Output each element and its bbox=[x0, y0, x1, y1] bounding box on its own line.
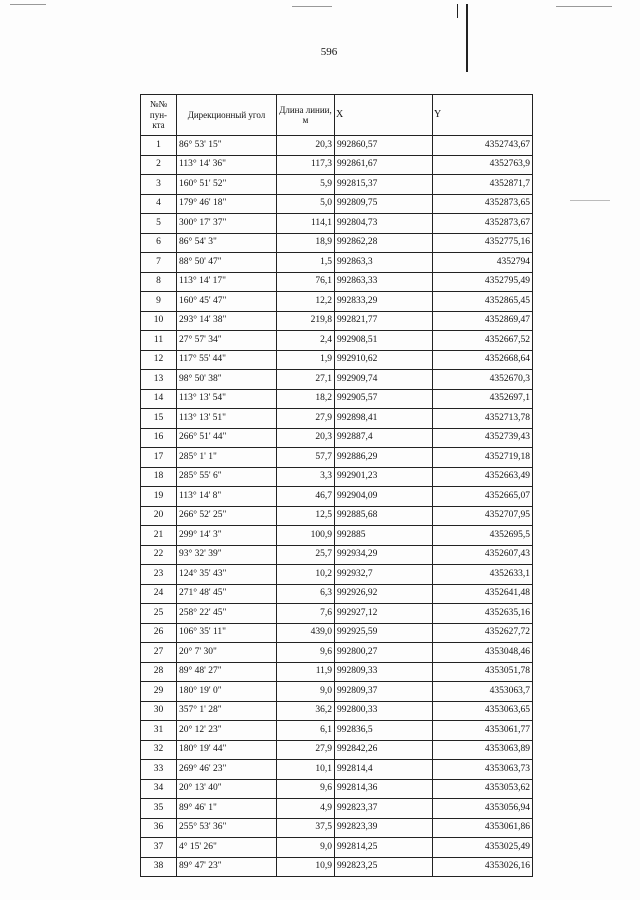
direction-angle-cell: 4° 15' 26" bbox=[177, 838, 277, 858]
direction-angle-cell: 124° 35' 43" bbox=[177, 565, 277, 585]
line-length-cell: 36,2 bbox=[277, 701, 335, 721]
line-length-cell: 117,3 bbox=[277, 155, 335, 175]
x-coordinate-cell: 992932,7 bbox=[335, 565, 433, 585]
line-length-cell: 10,9 bbox=[277, 857, 335, 877]
x-coordinate-cell: 992909,74 bbox=[335, 370, 433, 390]
table-row bbox=[141, 838, 533, 858]
x-coordinate-cell: 992823,37 bbox=[335, 799, 433, 819]
point-number-cell: 16 bbox=[141, 428, 177, 448]
table-row bbox=[141, 467, 533, 487]
line-length-cell: 4,9 bbox=[277, 799, 335, 819]
x-coordinate-cell: 992815,37 bbox=[335, 175, 433, 195]
line-length-cell: 219,8 bbox=[277, 311, 335, 331]
x-coordinate-cell: 992898,41 bbox=[335, 409, 433, 429]
direction-angle-cell: 180° 19' 0" bbox=[177, 682, 277, 702]
line-length-cell: 100,9 bbox=[277, 526, 335, 546]
x-coordinate-cell: 992885 bbox=[335, 526, 433, 546]
x-coordinate-cell: 992814,36 bbox=[335, 779, 433, 799]
y-coordinate-cell: 4352873,67 bbox=[433, 214, 533, 234]
x-coordinate-cell: 992821,77 bbox=[335, 311, 433, 331]
direction-angle-cell: 98° 50' 38" bbox=[177, 370, 277, 390]
table-row bbox=[141, 428, 533, 448]
x-coordinate-cell: 992809,33 bbox=[335, 662, 433, 682]
point-number-cell: 6 bbox=[141, 233, 177, 253]
line-length-cell: 57,7 bbox=[277, 448, 335, 468]
x-coordinate-cell: 992925,59 bbox=[335, 623, 433, 643]
y-coordinate-cell: 4352795,49 bbox=[433, 272, 533, 292]
direction-angle-cell: 179° 46' 18" bbox=[177, 194, 277, 214]
y-coordinate-cell: 4353063,89 bbox=[433, 740, 533, 760]
line-length-cell: 18,2 bbox=[277, 389, 335, 409]
y-coordinate-cell: 4352641,48 bbox=[433, 584, 533, 604]
direction-angle-cell: 88° 50' 47" bbox=[177, 253, 277, 273]
table-row bbox=[141, 214, 533, 234]
y-coordinate-cell: 4352763,9 bbox=[433, 155, 533, 175]
point-number-cell: 38 bbox=[141, 857, 177, 877]
direction-angle-cell: 300° 17' 37" bbox=[177, 214, 277, 234]
line-length-cell: 10,1 bbox=[277, 760, 335, 780]
x-coordinate-cell: 992863,33 bbox=[335, 272, 433, 292]
y-coordinate-cell: 4352719,18 bbox=[433, 448, 533, 468]
header-direction-angle: Дирекционный угол bbox=[177, 95, 277, 136]
point-number-cell: 3 bbox=[141, 175, 177, 195]
header-y: Y bbox=[433, 95, 533, 136]
point-number-cell: 13 bbox=[141, 370, 177, 390]
direction-angle-cell: 285° 1' 1" bbox=[177, 448, 277, 468]
table-row bbox=[141, 136, 533, 156]
point-number-cell: 36 bbox=[141, 818, 177, 838]
direction-angle-cell: 285° 55' 6" bbox=[177, 467, 277, 487]
point-number-cell: 15 bbox=[141, 409, 177, 429]
direction-angle-cell: 117° 55' 44" bbox=[177, 350, 277, 370]
y-coordinate-cell: 4353026,16 bbox=[433, 857, 533, 877]
line-length-cell: 114,1 bbox=[277, 214, 335, 234]
x-coordinate-cell: 992901,23 bbox=[335, 467, 433, 487]
y-coordinate-cell: 4353025,49 bbox=[433, 838, 533, 858]
x-coordinate-cell: 992814,4 bbox=[335, 760, 433, 780]
line-length-cell: 1,9 bbox=[277, 350, 335, 370]
direction-angle-cell: 271° 48' 45" bbox=[177, 584, 277, 604]
y-coordinate-cell: 4352707,95 bbox=[433, 506, 533, 526]
line-length-cell: 11,9 bbox=[277, 662, 335, 682]
line-length-cell: 37,5 bbox=[277, 818, 335, 838]
y-coordinate-cell: 4352873,65 bbox=[433, 194, 533, 214]
point-number-cell: 14 bbox=[141, 389, 177, 409]
direction-angle-cell: 269° 46' 23" bbox=[177, 760, 277, 780]
scan-mark bbox=[292, 6, 332, 7]
point-number-cell: 2 bbox=[141, 155, 177, 175]
table-row bbox=[141, 779, 533, 799]
table-row bbox=[141, 233, 533, 253]
x-coordinate-cell: 992904,09 bbox=[335, 487, 433, 507]
direction-angle-cell: 113° 13' 54" bbox=[177, 389, 277, 409]
direction-angle-cell: 106° 35' 11" bbox=[177, 623, 277, 643]
x-coordinate-cell: 992905,57 bbox=[335, 389, 433, 409]
point-number-cell: 5 bbox=[141, 214, 177, 234]
page-number: 596 bbox=[320, 46, 338, 58]
line-length-cell: 27,9 bbox=[277, 740, 335, 760]
x-coordinate-cell: 992814,25 bbox=[335, 838, 433, 858]
x-coordinate-cell: 992800,33 bbox=[335, 701, 433, 721]
table-row bbox=[141, 623, 533, 643]
y-coordinate-cell: 4353063,7 bbox=[433, 682, 533, 702]
point-number-cell: 30 bbox=[141, 701, 177, 721]
table-row bbox=[141, 857, 533, 877]
table-row bbox=[141, 350, 533, 370]
direction-angle-cell: 89° 46' 1" bbox=[177, 799, 277, 819]
y-coordinate-cell: 4352739,43 bbox=[433, 428, 533, 448]
point-number-cell: 17 bbox=[141, 448, 177, 468]
table-row bbox=[141, 818, 533, 838]
direction-angle-cell: 160° 45' 47" bbox=[177, 292, 277, 312]
x-coordinate-cell: 992861,67 bbox=[335, 155, 433, 175]
scan-edge-line-short bbox=[457, 4, 458, 18]
point-number-cell: 24 bbox=[141, 584, 177, 604]
table-row bbox=[141, 701, 533, 721]
direction-angle-cell: 89° 48' 27" bbox=[177, 662, 277, 682]
direction-angle-cell: 266° 52' 25" bbox=[177, 506, 277, 526]
point-number-cell: 31 bbox=[141, 721, 177, 741]
table-row bbox=[141, 487, 533, 507]
y-coordinate-cell: 4353061,86 bbox=[433, 818, 533, 838]
point-number-cell: 12 bbox=[141, 350, 177, 370]
y-coordinate-cell: 4352869,47 bbox=[433, 311, 533, 331]
line-length-cell: 20,3 bbox=[277, 428, 335, 448]
direction-angle-cell: 93° 32' 39" bbox=[177, 545, 277, 565]
line-length-cell: 18,9 bbox=[277, 233, 335, 253]
y-coordinate-cell: 4353061,77 bbox=[433, 721, 533, 741]
table-row bbox=[141, 292, 533, 312]
x-coordinate-cell: 992927,12 bbox=[335, 604, 433, 624]
x-coordinate-cell: 992860,57 bbox=[335, 136, 433, 156]
direction-angle-cell: 293° 14' 38" bbox=[177, 311, 277, 331]
y-coordinate-cell: 4352633,1 bbox=[433, 565, 533, 585]
y-coordinate-cell: 4352713,78 bbox=[433, 409, 533, 429]
table-row bbox=[141, 331, 533, 351]
y-coordinate-cell: 4352670,3 bbox=[433, 370, 533, 390]
x-coordinate-cell: 992800,27 bbox=[335, 643, 433, 663]
direction-angle-cell: 20° 13' 40" bbox=[177, 779, 277, 799]
point-number-cell: 28 bbox=[141, 662, 177, 682]
line-length-cell: 3,3 bbox=[277, 467, 335, 487]
table-row bbox=[141, 311, 533, 331]
line-length-cell: 5,9 bbox=[277, 175, 335, 195]
point-number-cell: 18 bbox=[141, 467, 177, 487]
direction-angle-cell: 113° 14' 8" bbox=[177, 487, 277, 507]
point-number-cell: 35 bbox=[141, 799, 177, 819]
x-coordinate-cell: 992823,39 bbox=[335, 818, 433, 838]
y-coordinate-cell: 4352695,5 bbox=[433, 526, 533, 546]
x-coordinate-cell: 992863,3 bbox=[335, 253, 433, 273]
point-number-cell: 29 bbox=[141, 682, 177, 702]
table-row bbox=[141, 506, 533, 526]
x-coordinate-cell: 992910,62 bbox=[335, 350, 433, 370]
point-number-cell: 34 bbox=[141, 779, 177, 799]
table-row bbox=[141, 526, 533, 546]
line-length-cell: 2,4 bbox=[277, 331, 335, 351]
line-length-cell: 25,7 bbox=[277, 545, 335, 565]
y-coordinate-cell: 4352668,64 bbox=[433, 350, 533, 370]
table-row bbox=[141, 799, 533, 819]
point-number-cell: 9 bbox=[141, 292, 177, 312]
point-number-cell: 37 bbox=[141, 838, 177, 858]
y-coordinate-cell: 4353053,62 bbox=[433, 779, 533, 799]
direction-angle-cell: 299° 14' 3" bbox=[177, 526, 277, 546]
point-number-cell: 19 bbox=[141, 487, 177, 507]
y-coordinate-cell: 4352665,07 bbox=[433, 487, 533, 507]
header-x: X bbox=[335, 95, 433, 136]
x-coordinate-cell: 992833,29 bbox=[335, 292, 433, 312]
direction-angle-cell: 160° 51' 52" bbox=[177, 175, 277, 195]
y-coordinate-cell: 4352635,16 bbox=[433, 604, 533, 624]
line-length-cell: 12,5 bbox=[277, 506, 335, 526]
table-row bbox=[141, 389, 533, 409]
direction-angle-cell: 86° 54' 3" bbox=[177, 233, 277, 253]
x-coordinate-cell: 992804,73 bbox=[335, 214, 433, 234]
table-row bbox=[141, 545, 533, 565]
table-row bbox=[141, 155, 533, 175]
x-coordinate-cell: 992908,51 bbox=[335, 331, 433, 351]
table-row bbox=[141, 760, 533, 780]
table-row bbox=[141, 604, 533, 624]
line-length-cell: 9,0 bbox=[277, 838, 335, 858]
x-coordinate-cell: 992842,26 bbox=[335, 740, 433, 760]
y-coordinate-cell: 4352775,16 bbox=[433, 233, 533, 253]
y-coordinate-cell: 4352871,7 bbox=[433, 175, 533, 195]
x-coordinate-cell: 992809,75 bbox=[335, 194, 433, 214]
header-point-number: №№ пун- кта bbox=[141, 95, 177, 136]
line-length-cell: 439,0 bbox=[277, 623, 335, 643]
table-body bbox=[141, 136, 533, 877]
line-length-cell: 27,9 bbox=[277, 409, 335, 429]
line-length-cell: 6,3 bbox=[277, 584, 335, 604]
direction-angle-cell: 20° 7' 30" bbox=[177, 643, 277, 663]
line-length-cell: 5,0 bbox=[277, 194, 335, 214]
point-number-cell: 10 bbox=[141, 311, 177, 331]
scan-mark bbox=[556, 6, 612, 7]
x-coordinate-cell: 992809,37 bbox=[335, 682, 433, 702]
direction-angle-cell: 255° 53' 36" bbox=[177, 818, 277, 838]
direction-angle-cell: 27° 57' 34" bbox=[177, 331, 277, 351]
line-length-cell: 20,3 bbox=[277, 136, 335, 156]
direction-angle-cell: 113° 13' 51" bbox=[177, 409, 277, 429]
x-coordinate-cell: 992886,29 bbox=[335, 448, 433, 468]
table-row bbox=[141, 662, 533, 682]
point-number-cell: 20 bbox=[141, 506, 177, 526]
x-coordinate-cell: 992926,92 bbox=[335, 584, 433, 604]
point-number-cell: 27 bbox=[141, 643, 177, 663]
point-number-cell: 7 bbox=[141, 253, 177, 273]
table-row bbox=[141, 272, 533, 292]
x-coordinate-cell: 992836,5 bbox=[335, 721, 433, 741]
point-number-cell: 21 bbox=[141, 526, 177, 546]
point-number-cell: 1 bbox=[141, 136, 177, 156]
y-coordinate-cell: 4352667,52 bbox=[433, 331, 533, 351]
line-length-cell: 7,6 bbox=[277, 604, 335, 624]
scan-edge-line bbox=[466, 4, 468, 72]
direction-angle-cell: 266° 51' 44" bbox=[177, 428, 277, 448]
x-coordinate-cell: 992885,68 bbox=[335, 506, 433, 526]
line-length-cell: 10,2 bbox=[277, 565, 335, 585]
header-line-length: Длина линии, м bbox=[277, 95, 335, 136]
line-length-cell: 46,7 bbox=[277, 487, 335, 507]
table-row bbox=[141, 721, 533, 741]
scan-mark bbox=[570, 200, 610, 201]
y-coordinate-cell: 4353051,78 bbox=[433, 662, 533, 682]
point-number-cell: 11 bbox=[141, 331, 177, 351]
y-coordinate-cell: 4353063,73 bbox=[433, 760, 533, 780]
y-coordinate-cell: 4352627,72 bbox=[433, 623, 533, 643]
point-number-cell: 26 bbox=[141, 623, 177, 643]
point-number-cell: 33 bbox=[141, 760, 177, 780]
y-coordinate-cell: 4352663,49 bbox=[433, 467, 533, 487]
line-length-cell: 9,6 bbox=[277, 643, 335, 663]
scan-mark bbox=[10, 4, 46, 5]
y-coordinate-cell: 4352607,43 bbox=[433, 545, 533, 565]
y-coordinate-cell: 4352794 bbox=[433, 253, 533, 273]
table-row bbox=[141, 682, 533, 702]
table-row bbox=[141, 565, 533, 585]
point-number-cell: 4 bbox=[141, 194, 177, 214]
point-number-cell: 8 bbox=[141, 272, 177, 292]
x-coordinate-cell: 992887,4 bbox=[335, 428, 433, 448]
line-length-cell: 9,0 bbox=[277, 682, 335, 702]
direction-angle-cell: 258° 22' 45" bbox=[177, 604, 277, 624]
line-length-cell: 9,6 bbox=[277, 779, 335, 799]
y-coordinate-cell: 4353063,65 bbox=[433, 701, 533, 721]
line-length-cell: 6,1 bbox=[277, 721, 335, 741]
line-length-cell: 12,2 bbox=[277, 292, 335, 312]
table-row bbox=[141, 643, 533, 663]
table-row bbox=[141, 253, 533, 273]
point-number-cell: 23 bbox=[141, 565, 177, 585]
table-row bbox=[141, 370, 533, 390]
x-coordinate-cell: 992934,29 bbox=[335, 545, 433, 565]
coordinates-table bbox=[140, 94, 533, 877]
direction-angle-cell: 89° 47' 23" bbox=[177, 857, 277, 877]
y-coordinate-cell: 4353056,94 bbox=[433, 799, 533, 819]
table-row bbox=[141, 409, 533, 429]
x-coordinate-cell: 992862,28 bbox=[335, 233, 433, 253]
y-coordinate-cell: 4352743,67 bbox=[433, 136, 533, 156]
direction-angle-cell: 357° 1' 28" bbox=[177, 701, 277, 721]
point-number-cell: 32 bbox=[141, 740, 177, 760]
y-coordinate-cell: 4353048,46 bbox=[433, 643, 533, 663]
table-row bbox=[141, 740, 533, 760]
line-length-cell: 76,1 bbox=[277, 272, 335, 292]
line-length-cell: 27,1 bbox=[277, 370, 335, 390]
line-length-cell: 1,5 bbox=[277, 253, 335, 273]
direction-angle-cell: 113° 14' 36" bbox=[177, 155, 277, 175]
table-header-row bbox=[141, 95, 533, 136]
x-coordinate-cell: 992823,25 bbox=[335, 857, 433, 877]
direction-angle-cell: 113° 14' 17" bbox=[177, 272, 277, 292]
point-number-cell: 25 bbox=[141, 604, 177, 624]
y-coordinate-cell: 4352697,1 bbox=[433, 389, 533, 409]
y-coordinate-cell: 4352865,45 bbox=[433, 292, 533, 312]
direction-angle-cell: 86° 53' 15" bbox=[177, 136, 277, 156]
table-row bbox=[141, 448, 533, 468]
table-row bbox=[141, 194, 533, 214]
table-row bbox=[141, 584, 533, 604]
point-number-cell: 22 bbox=[141, 545, 177, 565]
table-row bbox=[141, 175, 533, 195]
direction-angle-cell: 180° 19' 44" bbox=[177, 740, 277, 760]
direction-angle-cell: 20° 12' 23" bbox=[177, 721, 277, 741]
